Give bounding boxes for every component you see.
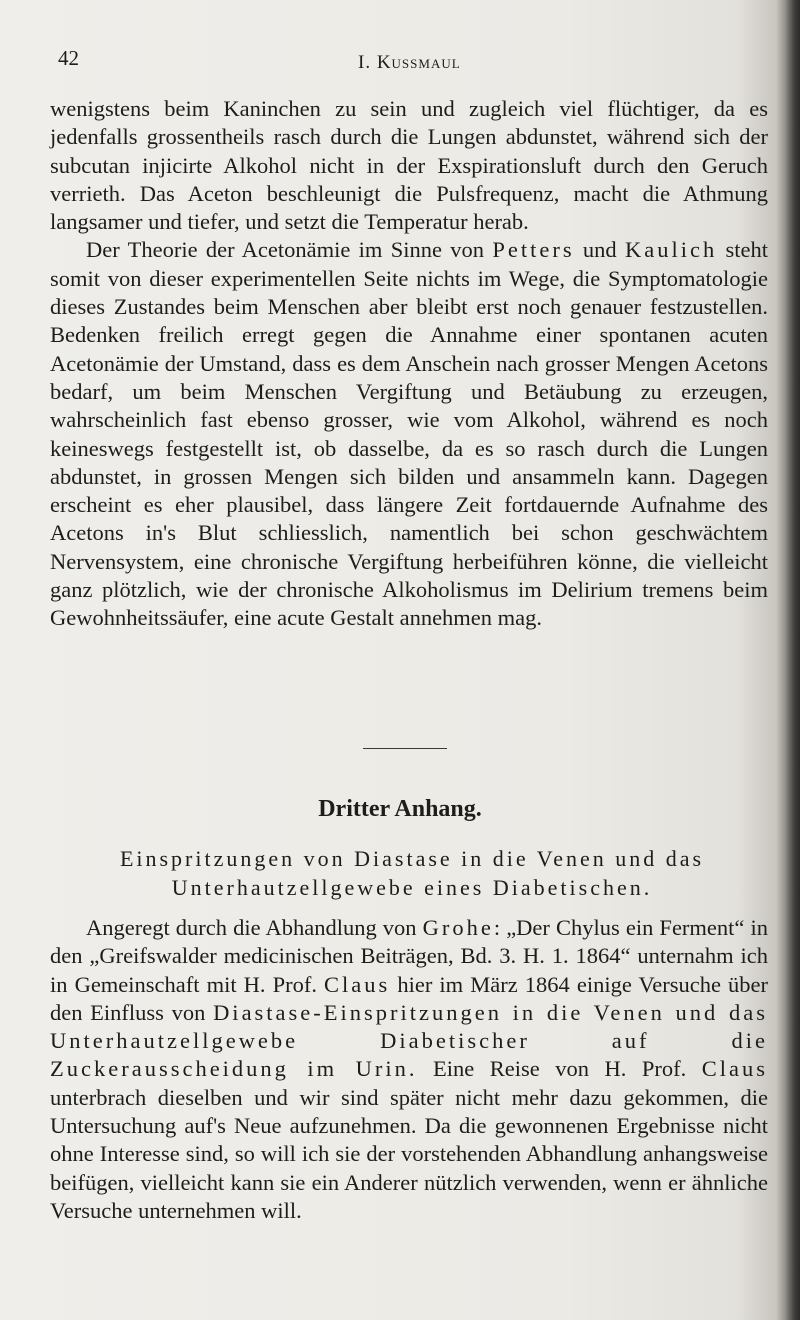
section-divider-rule <box>363 748 447 749</box>
author-name-grohe: Grohe <box>422 915 494 940</box>
author-name-kaulich: Kaulich <box>624 237 718 263</box>
paragraph-text-segment: und <box>574 237 625 263</box>
paragraph-text-segment: unterbrach dieselben und wir sind später nicht mehr dazu gekommen, die Untersuchung auf's Neue aufzunehmen. Da die gewonnenen Ergebnisse nicht ohne Interesse sind, so will ich sie der vorstehenden Abhandlung anhangsweise beifügen, vielleicht kann sie ein Anderer nützlich verwenden, wenn er ähnliche Versuche unternehmen will. <box>50 1084 768 1223</box>
paragraph-acetonaemie-theory <box>50 236 768 632</box>
paragraph-text-segment: : „Der Chylus ein Ferment“ in den „Greifswalder medicinischen Beiträgen, Bd. 3. H. 1. 1864“ unternahm ich in Gemeinschaft mit H. Prof. <box>50 915 768 997</box>
author-name-petters: Petters <box>492 237 575 263</box>
section-heading: Dritter Anhang. <box>318 796 482 822</box>
paragraph-text-segment: Eine Reise von H. Prof. <box>417 1056 702 1082</box>
text-block-upper <box>50 95 768 633</box>
paragraph-text-segment: hier im März 1864 einige Versuche über den Einfluss von <box>50 971 769 1025</box>
book-spine-shadow <box>786 0 800 1320</box>
paragraph-diastase-experiments <box>50 914 768 1225</box>
text-block-lower <box>50 914 768 1225</box>
section-subtitle: Einspritzungen von Diastase in die Venen und das Unterhautzellgewebe eines Diabetischen. <box>119 846 705 900</box>
paragraph-text-segment: Der Theorie der Acetonämie im Sinne von <box>86 237 493 263</box>
page-header <box>58 44 758 76</box>
author-name-claus: Claus <box>701 1056 768 1082</box>
paragraph-text-segment: Angeregt durch die Abhandlung von <box>86 915 423 940</box>
page-number: 42 <box>58 46 79 70</box>
author-name-claus: Claus <box>324 971 391 997</box>
running-title: I. Kussmaul <box>358 52 461 73</box>
emphasized-experiment-title: Diastase-Einspritzungen in die Venen und das Unterhautzellgewebe Diabetischer auf die Zuckerausscheidung im Urin. <box>50 999 768 1082</box>
paragraph-continuation: wenigstens beim Kaninchen zu sein und zugleich viel flüchtiger, da es jedenfalls grossentheils rasch durch die Lungen abdunstet, während sich der subcutan injicirte Alkohol nicht in der Exspirationsluft durch den Geruch verrieth. Das Aceton beschleunigt die Pulsfrequenz, macht die Athmung langsamer und tiefer, und setzt die Temperatur herab. <box>50 96 768 235</box>
paragraph-text-segment: steht somit von dieser experimentellen Seite nichts im Wege, die Symptomatologie dieses Zustandes beim Menschen aber bleibt erst noch genauer festzustellen. Bedenken freilich erregt gegen die Annahme einer spontanen acuten Acetonämie der Umstand, dass es dem Anschein nach grosser Mengen Acetons bedarf, um beim Menschen Vergiftung und Betäubung zu erzeugen, wahrscheinlich fast ebenso grosser, wie vom Alkohol, während es noch keineswegs festgestellt ist, ob dasselbe, da es so rasch durch die Lungen abdunstet, in grossen Mengen sich bilden und ansammeln kann. Dagegen erscheint es eher plausibel, dass längere Zeit fortdauernde Aufnahme des Acetons in's Blut schliesslich, namentlich bei schon geschwächtem Nervensystem, eine chronische Vergiftung herbeiführen könne, die vielleicht ganz plötzlich, wie der chronische Alkoholismus im Delirium tremens beim Gewohnheitssäufer, eine acute Gestalt annehmen mag. <box>50 237 769 631</box>
